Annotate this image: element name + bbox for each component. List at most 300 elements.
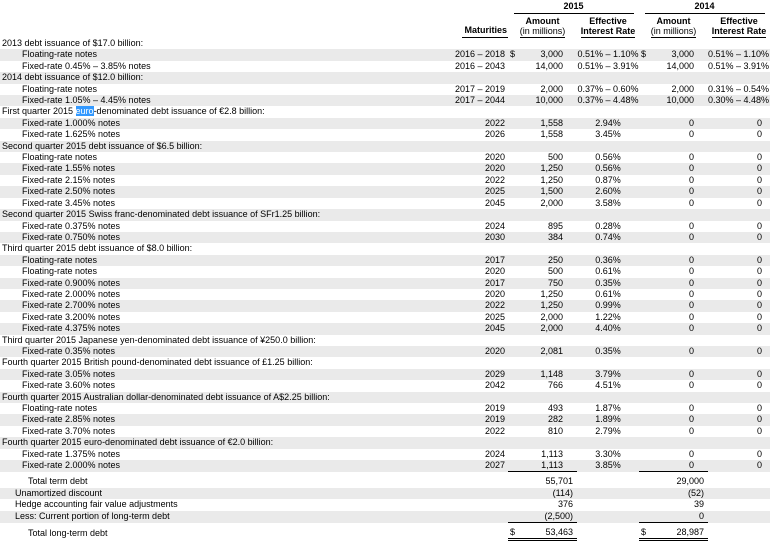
cell-a1: 1,148 — [540, 368, 563, 379]
cell-m — [440, 488, 508, 499]
table-row — [0, 300, 770, 311]
cell-m: 2017 – 2044 — [454, 95, 505, 106]
cell-d2 — [639, 266, 647, 277]
table-row — [0, 141, 770, 152]
cell-r1 — [577, 499, 639, 510]
rate-2014-column-header: Effective Interest Rate — [711, 16, 767, 36]
cell-r1: 2.60% — [595, 186, 621, 197]
cell-m: 2019 — [484, 403, 505, 413]
table-row — [0, 129, 770, 140]
cell-a2 — [647, 243, 708, 254]
cell-m — [440, 335, 508, 346]
cell-d2 — [639, 426, 647, 437]
row-label: Total long-term debt — [28, 527, 108, 538]
cell-r1: 1.22% — [595, 311, 621, 322]
cell-m: 2045 — [484, 323, 505, 334]
cell-a2: 0 — [647, 511, 708, 523]
cell-r2 — [708, 72, 770, 83]
cell-d2 — [639, 221, 647, 232]
cell-a1: 766 — [547, 380, 563, 391]
table-row — [0, 255, 770, 266]
row-label: Fixed-rate 1.625% notes — [22, 129, 121, 140]
cell-d2 — [639, 369, 647, 380]
cell-r1 — [577, 357, 639, 368]
cell-r2: 0 — [756, 288, 762, 299]
cell-a2 — [647, 106, 708, 117]
cell-r2: 0 — [756, 403, 762, 413]
cell-d1 — [508, 221, 516, 232]
cell-a2 — [647, 392, 708, 403]
cell-r2 — [708, 243, 770, 254]
row-label: Fixed-rate 1.000% notes — [22, 117, 121, 128]
cell-r1: 0.37% – 4.48% — [577, 95, 639, 106]
table-row — [0, 437, 770, 448]
cell-m — [440, 499, 508, 510]
label-column-header — [0, 14, 440, 38]
cell-m — [440, 106, 508, 117]
row-label: Fixed-rate 0.45% – 3.85% notes — [22, 60, 151, 71]
cell-d2 — [639, 472, 647, 488]
cell-a1: 750 — [547, 277, 563, 288]
cell-m: 2024 — [484, 220, 505, 231]
cell-m: 2016 – 2018 — [454, 49, 505, 60]
cell-a1: 1,250 — [540, 288, 563, 299]
cell-a2: 0 — [688, 186, 694, 197]
cell-m — [440, 141, 508, 152]
cell-r2: 0 — [756, 174, 762, 185]
row-label: Fourth quarter 2015 euro-denominated debt issuance of €2.0 billion: — [2, 437, 274, 448]
cell-a1 — [516, 335, 577, 346]
cell-a1: 500 — [547, 152, 563, 163]
cell-a1 — [516, 72, 577, 83]
cell-r1: 0.51% – 3.91% — [577, 60, 639, 71]
table-row — [0, 323, 770, 334]
table-row — [0, 186, 770, 197]
table-row — [0, 198, 770, 209]
cell-d1 — [508, 357, 516, 368]
row-label: Total term debt — [28, 476, 88, 487]
cell-r2: 0 — [756, 311, 762, 322]
row-label: Hedge accounting fair value adjustments — [15, 499, 178, 510]
cell-d2 — [639, 95, 647, 106]
row-label-text: -denominated debt issuance of €2.8 billion: — [93, 106, 265, 117]
cell-a2: 0 — [688, 129, 694, 140]
cell-a1: 14,000 — [535, 60, 563, 71]
row-label-text: First quarter 2015 — [2, 106, 76, 117]
table-row — [0, 426, 770, 437]
cell-d1 — [508, 266, 516, 277]
cell-r1: 3.45% — [595, 129, 621, 140]
table-row — [0, 511, 770, 523]
row-label: Fixed-rate 2.700% notes — [22, 300, 121, 311]
cell-d1 — [508, 278, 516, 289]
table-row — [0, 152, 770, 163]
table-header — [0, 0, 770, 38]
cell-d1 — [508, 38, 516, 49]
cell-a2 — [647, 335, 708, 346]
cell-r1 — [577, 392, 639, 403]
cell-r1 — [577, 472, 639, 488]
cell-a2: 0 — [688, 231, 694, 242]
row-label: Fixed-rate 2.000% notes — [22, 460, 121, 471]
cell-r2 — [708, 437, 770, 448]
cell-a1: 1,113 — [516, 460, 577, 472]
cell-a2: 0 — [688, 277, 694, 288]
cell-a2: 0 — [688, 197, 694, 208]
cell-d1 — [508, 289, 516, 300]
cell-a2: 0 — [688, 414, 694, 425]
cell-a1: 810 — [547, 425, 563, 436]
cell-d2 — [639, 255, 647, 266]
cell-a2 — [647, 38, 708, 49]
cell-a1 — [516, 106, 577, 117]
cell-a2: 0 — [688, 425, 694, 436]
cell-a1: 1,250 — [540, 174, 563, 185]
row-label: Floating-rate notes — [22, 49, 98, 60]
table-row — [0, 449, 770, 460]
table-row — [0, 369, 770, 380]
cell-r2: 0 — [756, 448, 762, 459]
cell-d1 — [508, 198, 516, 209]
year-2015-group — [508, 0, 639, 14]
row-label: Floating-rate notes — [22, 254, 98, 265]
row-label: Second quarter 2015 debt issuance of $6.5 billion: — [2, 140, 203, 151]
cell-m: 2022 — [484, 174, 505, 185]
cell-a2: (52) — [687, 487, 704, 498]
cell-a1: 493 — [547, 403, 563, 413]
cell-r1 — [577, 141, 639, 152]
cell-m — [440, 72, 508, 83]
table-row — [0, 523, 770, 540]
cell-a2: 0 — [688, 254, 694, 265]
cell-d2 — [639, 499, 647, 510]
cell-d2 — [639, 449, 647, 460]
row-label: Third quarter 2015 Japanese yen-denominated debt issuance of ¥250.0 billion: — [2, 334, 316, 345]
cell-d2 — [639, 243, 647, 254]
cell-d1 — [508, 511, 516, 523]
cell-d2 — [639, 380, 647, 391]
cell-m: 2020 — [484, 163, 505, 174]
cell-a2: 0 — [688, 368, 694, 379]
cell-a2: 0 — [688, 288, 694, 299]
cell-d1 — [508, 152, 516, 163]
cell-a1: 250 — [547, 254, 563, 265]
table-row — [0, 357, 770, 368]
cell-r1 — [577, 243, 639, 254]
cell-d1 — [508, 106, 516, 117]
cell-r2 — [708, 523, 770, 540]
cell-a1: 53,463 — [516, 523, 577, 540]
cell-a1: 1,250 — [540, 300, 563, 311]
table-row — [0, 72, 770, 83]
table-row — [0, 232, 770, 243]
cell-m: 2025 — [484, 186, 505, 197]
row-label: Fixed-rate 0.750% notes — [22, 231, 121, 242]
cell-r1: 0.99% — [595, 300, 621, 311]
cell-m: 2045 — [484, 197, 505, 208]
cell-a1: 1,558 — [540, 117, 563, 128]
cell-r2: 0 — [756, 254, 762, 265]
row-label: Fixed-rate 2.50% notes — [22, 186, 116, 197]
row-label: Fixed-rate 2.15% notes — [22, 174, 116, 185]
cell-d1: $ — [508, 523, 516, 540]
cell-a1: 55,701 — [545, 476, 573, 487]
row-label: Fixed-rate 3.60% notes — [22, 380, 116, 391]
row-label — [0, 106, 440, 117]
maturities-column-header: Maturities — [440, 14, 508, 38]
cell-r2: 0 — [756, 129, 762, 140]
cell-m: 2025 — [484, 311, 505, 322]
cell-a1 — [516, 141, 577, 152]
cell-m: 2020 — [484, 152, 505, 163]
cell-d2 — [639, 141, 647, 152]
cell-m: 2022 — [484, 300, 505, 311]
cell-r2: 0 — [756, 380, 762, 391]
cell-a2: 3,000 — [671, 49, 694, 60]
cell-r2 — [708, 392, 770, 403]
cell-a1: 2,000 — [540, 311, 563, 322]
cell-r2: 0 — [756, 277, 762, 288]
row-label: Fixed-rate 0.900% notes — [22, 277, 121, 288]
cell-d1 — [508, 460, 516, 472]
rate-2015-column-header: Effective Interest Rate — [580, 16, 636, 36]
cell-a1: 500 — [547, 266, 563, 277]
cell-r2: 0 — [756, 323, 762, 334]
search-highlight: euro — [75, 106, 94, 117]
cell-m — [440, 472, 508, 488]
cell-d2 — [639, 61, 647, 72]
cell-a1 — [516, 437, 577, 448]
year-2014-header: 2014 — [645, 1, 765, 14]
cell-d2 — [639, 186, 647, 197]
cell-r2: 0 — [756, 220, 762, 231]
row-label: Floating-rate notes — [22, 83, 98, 94]
row-label: 2013 debt issuance of $17.0 billion: — [2, 38, 144, 48]
table-row — [0, 49, 770, 60]
table-row — [0, 460, 770, 472]
cell-r1: 4.40% — [595, 323, 621, 334]
cell-d2 — [639, 511, 647, 523]
cell-m: 2017 – 2019 — [454, 83, 505, 94]
cell-r2 — [708, 472, 770, 488]
cell-a1: 3,000 — [540, 49, 563, 60]
cell-d2 — [639, 300, 647, 311]
table-row — [0, 392, 770, 403]
cell-r1: 1.89% — [595, 414, 621, 425]
row-label: Floating-rate notes — [22, 152, 98, 163]
cell-d1 — [508, 118, 516, 129]
cell-a2: 0 — [688, 163, 694, 174]
cell-r2: 0.51% – 3.91% — [708, 60, 770, 71]
cell-m: 2020 — [484, 288, 505, 299]
cell-m: 2024 — [484, 448, 505, 459]
cell-a2: 39 — [693, 499, 704, 510]
cell-d1 — [508, 175, 516, 186]
table-row — [0, 278, 770, 289]
cell-r1: 0.87% — [595, 174, 621, 185]
year-2014-group — [639, 0, 770, 14]
cell-a2 — [647, 357, 708, 368]
cell-d2 — [639, 84, 647, 95]
cell-d1 — [508, 232, 516, 243]
cell-d2 — [639, 209, 647, 220]
cell-a1: 1,558 — [540, 129, 563, 140]
cell-a1: 384 — [547, 231, 563, 242]
table-row — [0, 335, 770, 346]
cell-a1 — [516, 209, 577, 220]
row-label: Fixed-rate 1.05% – 4.45% notes — [22, 95, 151, 106]
cell-a1 — [516, 357, 577, 368]
cell-m — [440, 38, 508, 49]
cell-a2: 0 — [688, 448, 694, 459]
cell-m — [440, 523, 508, 540]
cell-d2: $ — [641, 49, 647, 60]
cell-a1: 282 — [547, 414, 563, 425]
cell-r1 — [577, 523, 639, 540]
cell-r2: 0 — [756, 186, 762, 197]
table-row — [0, 175, 770, 186]
row-label: Fixed-rate 1.375% notes — [22, 448, 121, 459]
cell-r2: 0 — [756, 163, 762, 174]
cell-r1 — [577, 209, 639, 220]
cell-r1: 4.51% — [595, 380, 621, 391]
cell-a1: 2,000 — [540, 83, 563, 94]
cell-a2: 0 — [688, 380, 694, 391]
cell-r1: 2.79% — [595, 425, 621, 436]
cell-r1: 0.28% — [595, 220, 621, 231]
cell-r2: 0 — [756, 300, 762, 311]
cell-r2: 0 — [756, 231, 762, 242]
cell-d2 — [639, 357, 647, 368]
cell-a2: 0 — [688, 345, 694, 356]
cell-d1 — [508, 129, 516, 140]
cell-r1: 0.37% – 0.60% — [577, 83, 639, 94]
cell-d1 — [508, 488, 516, 499]
row-label: Fourth quarter 2015 Australian dollar-denominated debt issuance of A$2.25 billion: — [2, 391, 330, 402]
cell-a2: 0 — [688, 152, 694, 163]
cell-d1: $ — [510, 49, 516, 60]
cell-d2 — [639, 460, 647, 472]
cell-m — [440, 357, 508, 368]
cell-d2 — [639, 323, 647, 334]
cell-a2: 0 — [688, 117, 694, 128]
table-row — [0, 488, 770, 499]
cell-d1 — [508, 300, 516, 311]
cell-a1: (2,500) — [516, 511, 577, 523]
cell-m — [440, 511, 508, 523]
cell-r1: 0.61% — [595, 266, 621, 277]
cell-r1: 0.36% — [595, 254, 621, 265]
cell-d2 — [639, 72, 647, 83]
debt-table-body — [0, 38, 770, 540]
cell-r2 — [708, 357, 770, 368]
row-label: Fixed-rate 3.05% notes — [22, 368, 116, 379]
cell-r1 — [577, 335, 639, 346]
cell-r1 — [577, 511, 639, 523]
cell-a2: 2,000 — [671, 83, 694, 94]
cell-a1: 1,250 — [540, 163, 563, 174]
table-row — [0, 106, 770, 117]
cell-d1 — [508, 95, 516, 106]
row-label: Floating-rate notes — [22, 403, 98, 413]
cell-a2: 10,000 — [666, 95, 694, 106]
cell-a1: 10,000 — [535, 95, 563, 106]
table-row — [0, 266, 770, 277]
cell-r1: 0.56% — [595, 152, 621, 163]
cell-m — [440, 437, 508, 448]
cell-d2 — [639, 403, 647, 414]
cell-d2 — [639, 346, 647, 357]
cell-d1 — [508, 426, 516, 437]
cell-r1: 0.35% — [595, 277, 621, 288]
cell-r2: 0 — [756, 266, 762, 277]
row-label: 2014 debt issuance of $12.0 billion: — [2, 72, 144, 83]
row-label: Second quarter 2015 Swiss franc-denominated debt issuance of SFr1.25 billion: — [2, 209, 321, 220]
cell-d2 — [639, 38, 647, 49]
cell-m: 2022 — [484, 117, 505, 128]
cell-r2 — [708, 209, 770, 220]
cell-d2 — [639, 175, 647, 186]
cell-r2: 0 — [756, 368, 762, 379]
cell-d1 — [508, 141, 516, 152]
cell-a2: 0 — [688, 220, 694, 231]
cell-m: 2019 — [484, 414, 505, 425]
cell-r1: 0.74% — [595, 231, 621, 242]
cell-r1: 3.79% — [595, 368, 621, 379]
cell-d1 — [508, 499, 516, 510]
cell-r1 — [577, 488, 639, 499]
amount-2014-column-header: Amount (in millions) — [650, 16, 697, 36]
row-label: Fixed-rate 3.70% notes — [22, 425, 116, 436]
cell-a2 — [647, 141, 708, 152]
cell-d1 — [508, 84, 516, 95]
cell-d1 — [508, 186, 516, 197]
row-label: Fourth quarter 2015 British pound-denominated debt issuance of £1.25 billion: — [2, 357, 313, 368]
cell-r1: 3.30% — [595, 448, 621, 459]
cell-r2: 0.31% – 0.54% — [708, 83, 770, 94]
cell-r1 — [577, 106, 639, 117]
cell-r1 — [577, 437, 639, 448]
row-label: Less: Current portion of long-term debt — [15, 510, 170, 521]
cell-a1: 1,500 — [540, 186, 563, 197]
table-row — [0, 499, 770, 510]
cell-d1 — [508, 163, 516, 174]
cell-m: 2030 — [484, 231, 505, 242]
cell-a1 — [516, 392, 577, 403]
cell-d1 — [508, 346, 516, 357]
cell-r2: 0 — [756, 117, 762, 128]
table-row — [0, 61, 770, 72]
cell-d2: $ — [639, 523, 647, 540]
cell-r1: 3.58% — [595, 197, 621, 208]
cell-r2 — [708, 511, 770, 523]
cell-r2: 0 — [756, 460, 762, 471]
cell-d1 — [508, 472, 516, 488]
table-row — [0, 209, 770, 220]
table-row — [0, 380, 770, 391]
cell-d1 — [508, 380, 516, 391]
cell-a2: 29,000 — [676, 476, 704, 487]
table-row — [0, 472, 770, 488]
table-row — [0, 84, 770, 95]
row-label: Floating-rate notes — [22, 266, 98, 277]
table-row — [0, 414, 770, 425]
year-2015-header: 2015 — [514, 1, 634, 14]
cell-a1: 2,000 — [540, 323, 563, 334]
cell-m: 2020 — [484, 266, 505, 277]
cell-d1 — [508, 369, 516, 380]
cell-d1 — [508, 323, 516, 334]
